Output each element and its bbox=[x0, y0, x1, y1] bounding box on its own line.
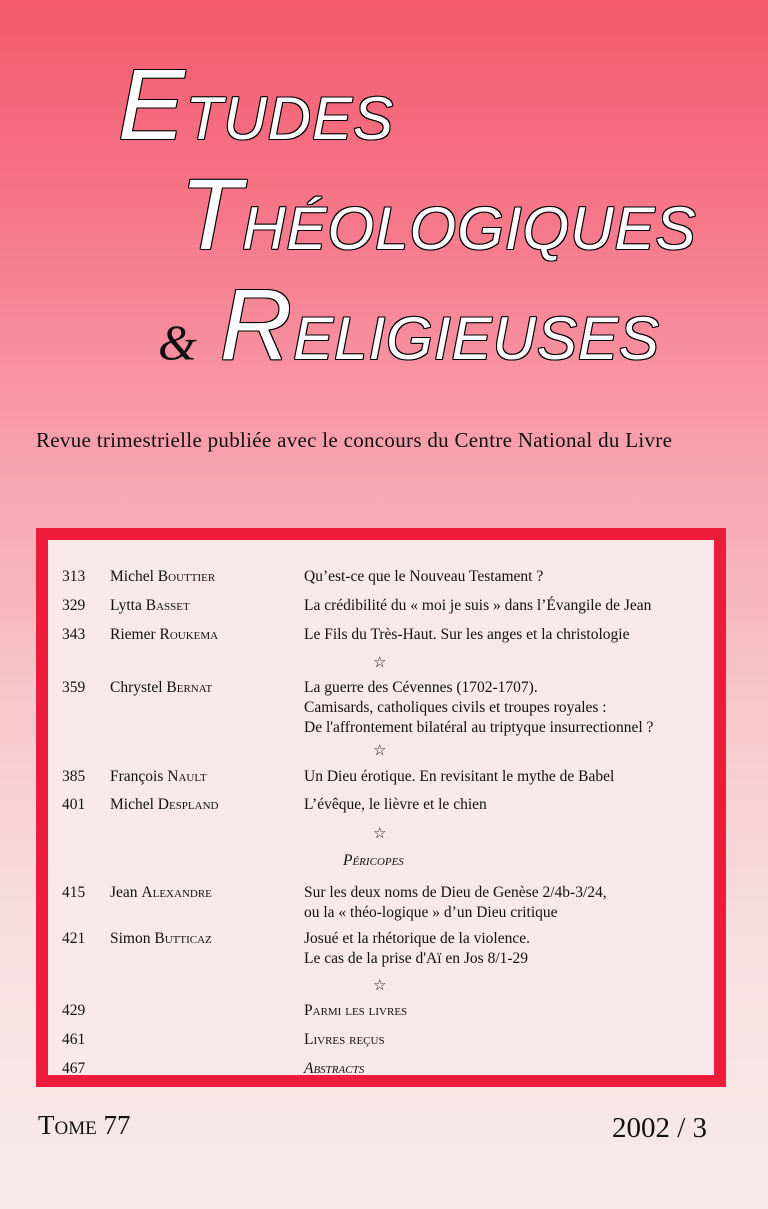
entry-author: Riemer Roukema bbox=[110, 626, 219, 643]
entry-page: 421 bbox=[62, 930, 86, 947]
volume-label: Tome 77 bbox=[38, 1110, 131, 1140]
entry-page: 401 bbox=[62, 796, 86, 813]
entry-page: 429 bbox=[62, 1002, 86, 1019]
entry-author: Lytta Basset bbox=[110, 597, 190, 614]
entry-title: Josué et la rhétorique de la violence. Le cas de la prise d'Aï en Jos 8/1-29 bbox=[304, 930, 530, 967]
title-line-3 bbox=[158, 268, 660, 383]
entry-title: Abstracts bbox=[304, 1060, 365, 1077]
entry-page: 415 bbox=[62, 884, 86, 901]
entry-author: Simon Butticaz bbox=[110, 930, 212, 947]
title-initial-e: E bbox=[118, 49, 186, 161]
entry-title: La guerre des Cévennes (1702-1707). Camisards, catholiques civils et troupes royales : De l'affrontement bilatéral au triptyque insurrectionnel ? bbox=[304, 679, 654, 736]
entry-author: François Nault bbox=[110, 768, 207, 785]
entry-page: 467 bbox=[62, 1060, 86, 1077]
entry-title: Sur les deux noms de Dieu de Genèse 2/4b-3/24, ou la « théo-logique » d’un Dieu critique bbox=[304, 884, 607, 921]
entry-page: 359 bbox=[62, 679, 86, 696]
entry-page: 313 bbox=[62, 568, 86, 585]
entry-page: 343 bbox=[62, 626, 86, 643]
title-word-etudes: TUDES bbox=[185, 85, 395, 152]
entry-title: Le Fils du Très-Haut. Sur les anges et la christologie bbox=[304, 626, 630, 643]
title-initial-t: T bbox=[180, 159, 243, 271]
entry-title: L’évêque, le lièvre et le chien bbox=[304, 796, 487, 813]
entry-page: 385 bbox=[62, 768, 86, 785]
entry-title: Qu’est-ce que le Nouveau Testament ? bbox=[304, 568, 544, 585]
separator-star-icon: ☆ bbox=[373, 826, 387, 842]
entry-author: Jean Alexandre bbox=[110, 884, 212, 901]
entry-title: La crédibilité du « moi je suis » dans l’Évangile de Jean bbox=[304, 597, 652, 614]
separator-star-icon: ☆ bbox=[373, 655, 387, 671]
title-line-2 bbox=[180, 158, 697, 273]
issue-number: 2002 / 3 bbox=[612, 1112, 708, 1144]
title-line-1 bbox=[118, 48, 394, 163]
table-of-contents bbox=[36, 528, 726, 1087]
entry-page: 329 bbox=[62, 597, 86, 614]
title-word-theologiques: HÉOLOGIQUES bbox=[242, 195, 697, 262]
entry-title: Un Dieu érotique. En revisitant le mythe de Babel bbox=[304, 768, 615, 785]
entry-author: Michel Despland bbox=[110, 796, 219, 813]
title-initial-r: R bbox=[219, 269, 294, 381]
title-ampersand: & bbox=[158, 314, 198, 370]
separator-star-icon: ☆ bbox=[373, 743, 387, 759]
entry-author: Michel Bouttier bbox=[110, 568, 216, 585]
section-label-pericopes: Péricopes bbox=[343, 852, 404, 869]
title-word-religieuses: ELIGIEUSES bbox=[293, 305, 660, 372]
entry-title: Parmi les livres bbox=[304, 1002, 408, 1019]
entry-page: 461 bbox=[62, 1031, 86, 1048]
journal-subtitle: Revue trimestrielle publiée avec le concours du Centre National du Livre bbox=[36, 428, 673, 452]
entry-title: Livres reçus bbox=[304, 1031, 385, 1048]
separator-star-icon: ☆ bbox=[373, 978, 387, 994]
entry-author: Chrystel Bernat bbox=[110, 679, 213, 696]
